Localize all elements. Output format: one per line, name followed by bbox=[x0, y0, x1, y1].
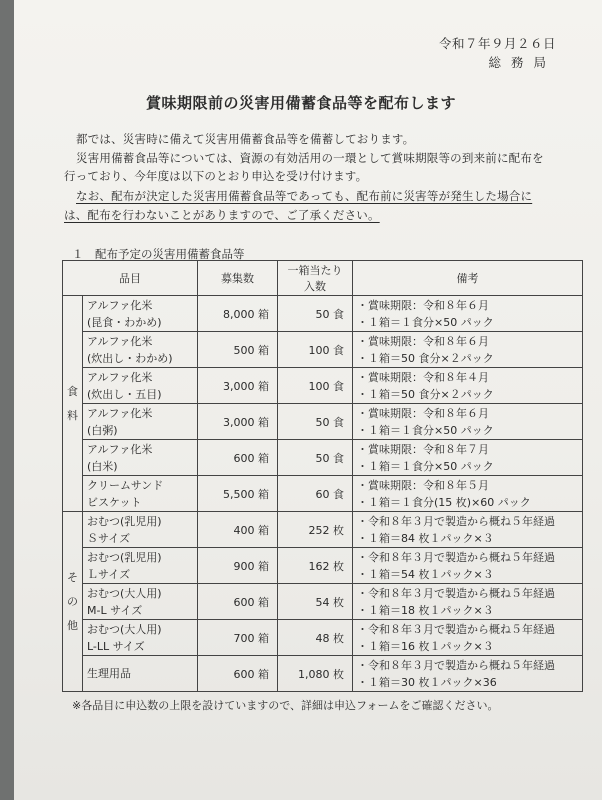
category-char: そ bbox=[67, 570, 78, 584]
note-line: ・令和８年３月で製造から概ね５年経過 bbox=[357, 550, 555, 564]
item-name-line: アルファ化米 bbox=[87, 370, 153, 384]
note-line: ・令和８年３月で製造から概ね５年経過 bbox=[357, 658, 555, 672]
table-row bbox=[63, 476, 583, 512]
per-box-cell: 50 食 bbox=[278, 404, 353, 440]
item-name-line: おむつ(大人用) bbox=[87, 622, 162, 636]
per-box-cell: 48 枚 bbox=[278, 620, 353, 656]
notes-cell bbox=[353, 620, 583, 656]
issuing-department: 総務局 bbox=[488, 55, 556, 70]
note-line: ・１箱＝１食分×50 パック bbox=[357, 423, 494, 437]
table-row bbox=[63, 332, 583, 368]
note-line: ・１箱＝16 枚１パック×３ bbox=[357, 639, 494, 653]
notes-cell bbox=[353, 332, 583, 368]
per-box-cell: 50 食 bbox=[278, 296, 353, 332]
item-name-line: (昆食・わかめ) bbox=[87, 315, 162, 329]
category-food bbox=[63, 296, 83, 512]
header-per-box bbox=[278, 261, 353, 296]
item-name-line: (炊出し・わかめ) bbox=[87, 351, 173, 365]
item-name-cell bbox=[83, 548, 198, 584]
category-char: 食 bbox=[67, 384, 78, 398]
item-name-cell bbox=[83, 512, 198, 548]
body-paragraph-3b: は、配布を行わないことがありますので、ご了承ください。 bbox=[64, 208, 380, 222]
item-name-cell bbox=[83, 296, 198, 332]
quantity-cell: 3,000 箱 bbox=[198, 404, 278, 440]
notes-cell bbox=[353, 404, 583, 440]
notes-cell bbox=[353, 548, 583, 584]
note-line: ・１箱＝50 食分×２パック bbox=[357, 387, 494, 401]
item-name-line: ビスケット bbox=[87, 495, 142, 509]
note-line: ・賞味期限：令和８年５月 bbox=[357, 478, 489, 492]
item-name-line: (白米) bbox=[87, 459, 118, 473]
table-header-row bbox=[63, 261, 583, 296]
notes-cell bbox=[353, 296, 583, 332]
note-line: ・１箱＝１食分×50 パック bbox=[357, 459, 494, 473]
note-line: ・令和８年３月で製造から概ね５年経過 bbox=[357, 586, 555, 600]
quantity-cell: 700 箱 bbox=[198, 620, 278, 656]
quantity-cell: 3,000 箱 bbox=[198, 368, 278, 404]
quantity-cell: 600 箱 bbox=[198, 440, 278, 476]
header-notes: 備考 bbox=[353, 261, 583, 296]
table-row bbox=[63, 548, 583, 584]
item-name-line: 生理用品 bbox=[87, 667, 131, 680]
per-box-cell: 1,080 枚 bbox=[278, 656, 353, 692]
category-char: の bbox=[67, 594, 78, 608]
quantity-cell: 5,500 箱 bbox=[198, 476, 278, 512]
item-name-cell bbox=[83, 476, 198, 512]
notes-cell bbox=[353, 512, 583, 548]
notes-cell bbox=[353, 368, 583, 404]
note-line: ・令和８年３月で製造から概ね５年経過 bbox=[357, 514, 555, 528]
quantity-cell: 600 箱 bbox=[198, 656, 278, 692]
note-line: ・賞味期限：令和８年７月 bbox=[357, 442, 489, 456]
distribution-table bbox=[62, 260, 583, 692]
table-row bbox=[63, 440, 583, 476]
per-box-cell: 100 食 bbox=[278, 368, 353, 404]
body-paragraph-2a: 災害用備蓄食品等については、資源の有効活用の一環として賞味期限等の到来前に配布を bbox=[76, 151, 544, 165]
per-box-cell: 54 枚 bbox=[278, 584, 353, 620]
header-quantity: 募集数 bbox=[198, 261, 278, 296]
note-line: ・賞味期限：令和８年６月 bbox=[357, 298, 489, 312]
notes-cell bbox=[353, 440, 583, 476]
per-box-cell: 50 食 bbox=[278, 440, 353, 476]
category-char: 料 bbox=[67, 408, 78, 422]
note-line: ・１箱＝１食分×50 パック bbox=[357, 315, 494, 329]
item-name-line: L-LL サイズ bbox=[87, 639, 145, 653]
header-item: 品目 bbox=[63, 261, 198, 296]
category-other bbox=[63, 512, 83, 692]
quantity-cell: 900 箱 bbox=[198, 548, 278, 584]
quantity-cell: 600 箱 bbox=[198, 584, 278, 620]
per-box-cell: 252 枚 bbox=[278, 512, 353, 548]
per-box-cell: 60 食 bbox=[278, 476, 353, 512]
notes-cell bbox=[353, 656, 583, 692]
document-title: 賞味期限前の災害用備蓄食品等を配布します bbox=[146, 94, 457, 112]
quantity-cell: 500 箱 bbox=[198, 332, 278, 368]
footnote: ※各品目に申込数の上限を設けていますので、詳細は申込フォームをご確認ください。 bbox=[72, 699, 499, 712]
document-date: 令和７年９月２６日 bbox=[438, 36, 556, 51]
note-line: ・１箱＝54 枚１パック×３ bbox=[357, 567, 494, 581]
category-char: 他 bbox=[67, 618, 78, 632]
item-name-line: Ｌサイズ bbox=[87, 567, 131, 581]
notes-cell bbox=[353, 476, 583, 512]
item-name-line: M-L サイズ bbox=[87, 603, 143, 617]
table-row bbox=[63, 656, 583, 692]
note-line: ・賞味期限：令和８年６月 bbox=[357, 334, 489, 348]
item-name-line: おむつ(大人用) bbox=[87, 586, 162, 600]
body-paragraph-1: 都では、災害時に備えて災害用備蓄食品等を備蓄しております。 bbox=[76, 132, 415, 146]
item-name-cell bbox=[83, 332, 198, 368]
table-row bbox=[63, 368, 583, 404]
item-name-line: アルファ化米 bbox=[87, 406, 153, 420]
per-box-cell: 162 枚 bbox=[278, 548, 353, 584]
item-name-line: (白粥) bbox=[87, 423, 118, 437]
body-paragraph-3a: なお、配布が決定した災害用備蓄食品等であっても、配布前に災害等が発生した場合に bbox=[76, 189, 533, 203]
per-box-cell: 100 食 bbox=[278, 332, 353, 368]
header-per-box-line1: 一箱当たり bbox=[287, 264, 343, 277]
table-row bbox=[63, 404, 583, 440]
notes-cell bbox=[353, 584, 583, 620]
item-name-line: クリームサンド bbox=[87, 478, 164, 492]
table-row bbox=[63, 620, 583, 656]
table-row bbox=[63, 584, 583, 620]
note-line: ・１箱＝30 枚１パック×36 bbox=[357, 675, 497, 689]
item-name-line: (炊出し・五目) bbox=[87, 387, 162, 401]
note-line: ・賞味期限：令和８年４月 bbox=[357, 370, 489, 384]
item-name-cell bbox=[83, 656, 198, 692]
item-name-cell bbox=[83, 440, 198, 476]
header-per-box-line2: 入数 bbox=[304, 280, 326, 293]
table-row bbox=[63, 296, 583, 332]
item-name-cell bbox=[83, 620, 198, 656]
item-name-line: おむつ(乳児用) bbox=[87, 514, 162, 528]
item-name-line: おむつ(乳児用) bbox=[87, 550, 162, 564]
quantity-cell: 400 箱 bbox=[198, 512, 278, 548]
note-line: ・１箱＝84 枚１パック×３ bbox=[357, 531, 494, 545]
section-heading: １ 配布予定の災害用備蓄食品等 bbox=[72, 247, 245, 261]
note-line: ・１箱＝18 枚１パック×３ bbox=[357, 603, 494, 617]
note-line: ・１箱＝１食分(15 枚)×60 パック bbox=[357, 495, 531, 509]
item-name-line: アルファ化米 bbox=[87, 298, 153, 312]
document-page bbox=[14, 0, 602, 800]
item-name-line: Ｓサイズ bbox=[87, 531, 131, 545]
body-paragraph-2b: 行っており、今年度は以下のとおり申込を受け付けます。 bbox=[64, 169, 368, 183]
note-line: ・１箱＝50 食分×２パック bbox=[357, 351, 494, 365]
item-name-cell bbox=[83, 404, 198, 440]
item-name-line: アルファ化米 bbox=[87, 334, 153, 348]
note-line: ・賞味期限：令和８年６月 bbox=[357, 406, 489, 420]
note-line: ・令和８年３月で製造から概ね５年経過 bbox=[357, 622, 555, 636]
quantity-cell: 8,000 箱 bbox=[198, 296, 278, 332]
item-name-cell bbox=[83, 368, 198, 404]
item-name-cell bbox=[83, 584, 198, 620]
table-row bbox=[63, 512, 583, 548]
item-name-line: アルファ化米 bbox=[87, 442, 153, 456]
